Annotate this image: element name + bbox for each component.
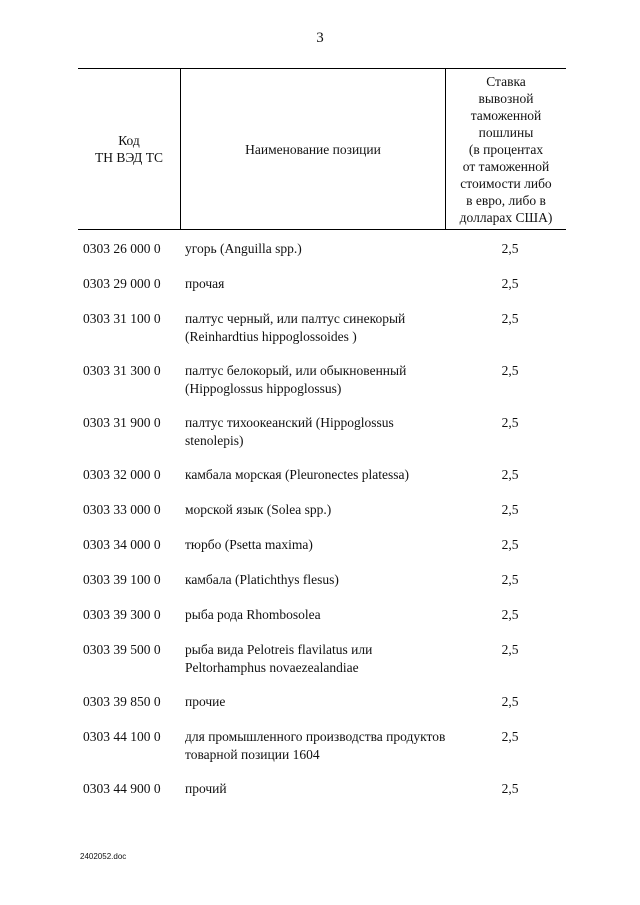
document-filename: 2402052.doc xyxy=(80,852,127,861)
row-rate: 2,5 xyxy=(501,607,519,622)
page-number: 3 xyxy=(316,30,324,46)
row-code: 0303 33 000 0 xyxy=(83,502,161,517)
row-rate: 2,5 xyxy=(501,781,519,796)
row-rate: 2,5 xyxy=(501,642,519,657)
row-rate: 2,5 xyxy=(501,694,519,709)
row-name: рыба вида Pelotreis flavilatus или Peltorhamphus novaezealandiae xyxy=(185,642,373,675)
row-code: 0303 32 000 0 xyxy=(83,467,161,482)
row-name: рыба рода Rhombosolea xyxy=(185,607,321,622)
table-row xyxy=(80,728,566,780)
row-code: 0303 31 300 0 xyxy=(83,363,161,378)
row-rate: 2,5 xyxy=(501,729,519,744)
row-name: для промышленного производства продуктов товарной позиции 1604 xyxy=(185,729,446,762)
row-code: 0303 34 000 0 xyxy=(83,537,161,552)
header-rate: Ставка вывозной таможенной пошлины (в процентах от таможенной стоимости либо в евро, либо в долларах США) xyxy=(459,73,553,225)
row-code: 0303 31 900 0 xyxy=(83,415,161,430)
table-row xyxy=(80,693,566,728)
row-name: палтус тихоокеанский (Hippoglossus stenolepis) xyxy=(185,415,394,448)
row-code: 0303 31 100 0 xyxy=(83,311,161,326)
header-name: Наименование позиции xyxy=(180,69,446,229)
table-row xyxy=(80,536,566,571)
row-rate: 2,5 xyxy=(501,311,519,326)
row-code: 0303 39 300 0 xyxy=(83,607,161,622)
row-rate: 2,5 xyxy=(501,276,519,291)
row-rate: 2,5 xyxy=(501,241,519,256)
row-rate: 2,5 xyxy=(501,572,519,587)
table-row xyxy=(80,275,566,310)
row-name: прочий xyxy=(185,781,227,796)
row-name: прочие xyxy=(185,694,226,709)
table-row xyxy=(80,606,566,641)
row-name: камбала морская (Pleuronectes platessa) xyxy=(185,467,410,482)
row-code: 0303 44 100 0 xyxy=(83,729,161,744)
table-row xyxy=(80,780,566,815)
row-rate: 2,5 xyxy=(501,467,519,482)
table-header xyxy=(78,68,566,230)
table-row xyxy=(80,501,566,536)
row-rate: 2,5 xyxy=(501,363,519,378)
row-rate: 2,5 xyxy=(501,502,519,517)
row-rate: 2,5 xyxy=(501,415,519,430)
row-name: тюрбо (Psetta maxima) xyxy=(185,537,313,552)
table-row xyxy=(80,466,566,501)
table-row xyxy=(80,414,566,466)
row-name: прочая xyxy=(185,276,225,291)
row-code: 0303 26 000 0 xyxy=(83,241,161,256)
row-code: 0303 39 850 0 xyxy=(83,694,161,709)
table-row xyxy=(80,641,566,693)
table-row xyxy=(80,362,566,414)
row-code: 0303 29 000 0 xyxy=(83,276,161,291)
row-name: камбала (Platichthys flesus) xyxy=(185,572,339,587)
table-row xyxy=(80,571,566,606)
table-body xyxy=(80,240,566,815)
table-row xyxy=(80,310,566,362)
table-row xyxy=(80,240,566,275)
row-rate: 2,5 xyxy=(501,537,519,552)
row-code: 0303 39 100 0 xyxy=(83,572,161,587)
row-code: 0303 39 500 0 xyxy=(83,642,161,657)
row-name: угорь (Anguilla spp.) xyxy=(185,241,302,256)
row-name: палтус черный, или палтус синекорый (Reinhardtius hippoglossoides ) xyxy=(185,311,406,344)
row-code: 0303 44 900 0 xyxy=(83,781,161,796)
row-name: палтус белокорый, или обыкновенный (Hippoglossus hippoglossus) xyxy=(185,363,407,396)
header-code: Код ТН ВЭД ТС xyxy=(95,133,163,165)
row-name: морской язык (Solea spp.) xyxy=(185,502,332,517)
